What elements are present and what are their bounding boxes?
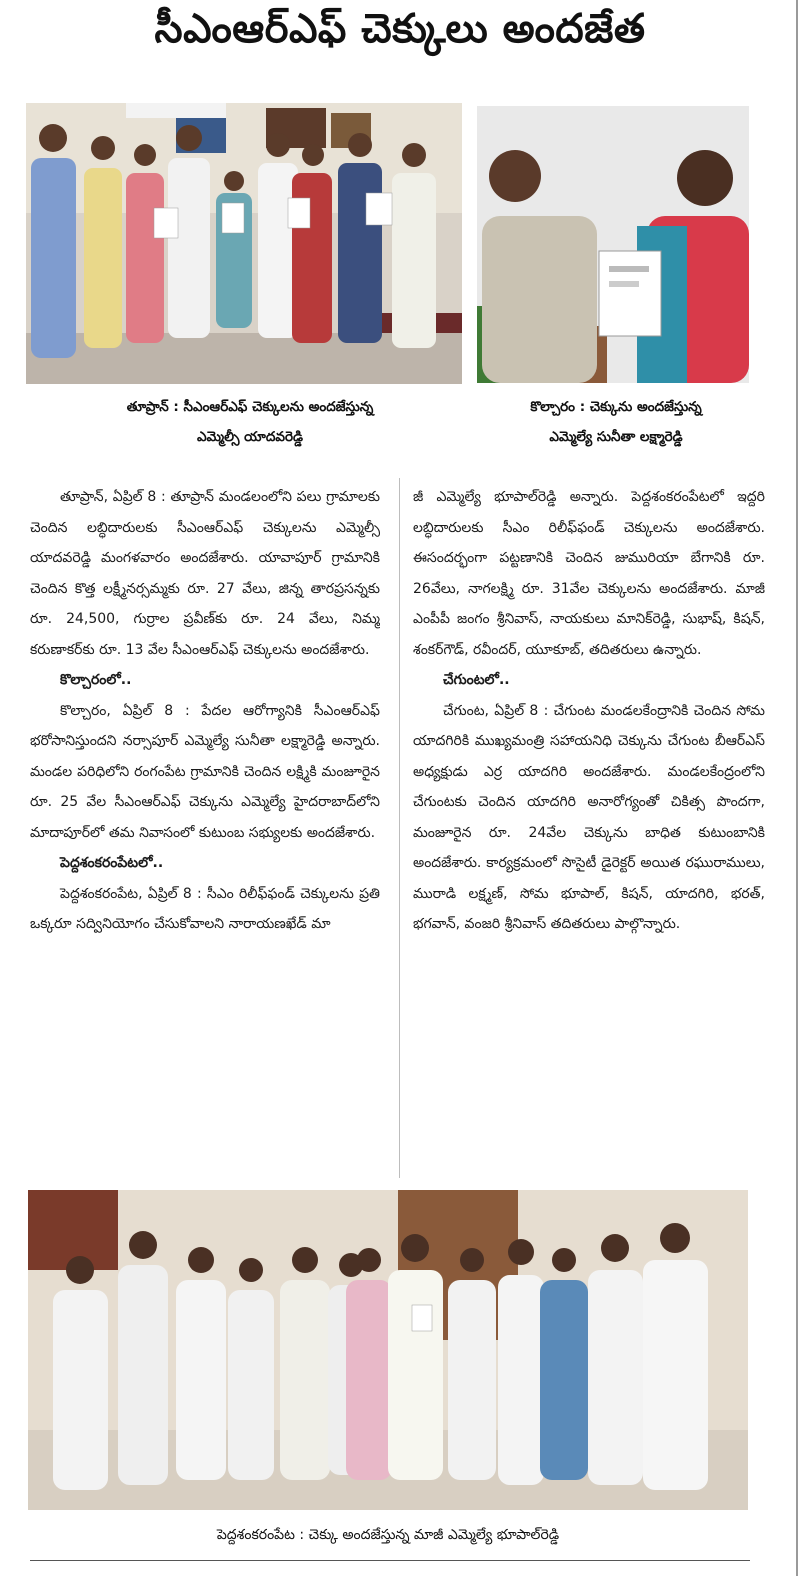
paragraph-kolcharam: కొల్చారం, ఏప్రిల్ 8 : పేదల ఆరోగ్యానికి సీఎంఆర్ఎఫ్ భరోసానిస్తుందని నర్సాపూర్ ఎమ్మెల్యే సునీతా లక్ష్మారెడ్డి అన్నారు. మండల పరిధిలోని రంగంపేట గ్రామానికి చెందిన లక్ష్మికి మంజూరైన రూ. 25 వేల సీఎంఆర్ఎఫ్ చెక్కును ఎమ్మెల్యే హైదరాబాద్‌లోని మాదాపూర్‌లో తమ నివాసంలో కుటుంబ సభ్యులకు అందజేశారు. <box>30 702 380 841</box>
caption-peddashankarampet: పెద్దశంకరంపేట : చెక్కు అందజేస్తున్న మాజీ ఎమ్మెల్యే భూపాల్‌రెడ్డి <box>216 1527 560 1543</box>
caption-kolcharam <box>480 392 752 452</box>
bottom-rule <box>30 1560 750 1561</box>
page-border <box>796 0 798 1576</box>
subheading-peddashankarampet: పెద్దశంకరంపేటలో.. <box>60 855 164 871</box>
subheading-kolcharam: కొల్చారంలో.. <box>60 672 132 688</box>
photo-kolcharam <box>477 106 749 383</box>
caption-tupran <box>60 392 440 452</box>
photo-tupran-group <box>26 103 462 384</box>
photo-peddashankarampet-group <box>28 1190 748 1510</box>
caption-line: ఎమ్మెల్యే సునీతా లక్ష్మారెడ్డి <box>549 429 683 445</box>
column-divider <box>399 478 400 1178</box>
paragraph-peddashankarampet-cont: జీ ఎమ్మెల్యే భూపాల్‌రెడ్డి అన్నారు. పెద్దశంకరంపేటలో ఇద్దరి లబ్ధిదారులకు సీఎం రిలీఫ్‌ఫండ్ చెక్కులను అందజేశారు. ఈసందర్భంగా పట్టణానికి చెందిన జుమురియా బేగానికి రూ. 26వేలు, నాగలక్ష్మి రూ. 31వేల చెక్కులను అందజేశారు. మాజీ ఎంపీపీ జంగం శ్రీనివాస్, నాయకులు మానిక్‌రెడ్డి, సుభాష్, కిషన్, శంకర్‌గౌడ్, రవీందర్, యూకూబ్, తదితరులు ఉన్నారు. <box>413 489 765 658</box>
caption-line: ఎమ్మెల్సీ యాదవరెడ్డి <box>197 429 303 445</box>
paragraph-tupran: తూప్రాన్, ఏప్రిల్ 8 : తూప్రాన్ మండలంలోని పలు గ్రామాలకు చెందిన లబ్ధిదారులకు సీఎంఆర్ఎఫ్ చెక్కులను ఎమ్మెల్సీ యాదవరెడ్డి మంగళవారం అందజేశారు. యావాపూర్ గ్రామానికి చెందిన కొత్త లక్ష్మీనర్సమ్మకు రూ. 27 వేలు, జిన్న తారప్రసన్నకు రూ. 24,500, గుర్రాల ప్రవీణ్‌కు రూ. 24 వేలు, నిమ్మ కరుణాకర్‌కు రూ. 13 వేల సీఎంఆర్ఎఫ్ చెక్కులను అందజేశారు. <box>30 489 380 658</box>
headline: సీఎంఆర్ఎఫ్ చెక్కులు అందజేత <box>154 6 646 52</box>
caption-line: కొల్చారం : చెక్కును అందజేస్తున్న <box>530 399 702 415</box>
paragraph-peddashankarampet: పెద్దశంకరంపేట, ఏప్రిల్ 8 : సీఎం రిలీఫ్‌ఫండ్ చెక్కులను ప్రతి ఒక్కరూ సద్వినియోగం చేసుకోవాలని నారాయణఖేడ్ మా <box>30 885 380 932</box>
caption-line: తూప్రాన్ : సీఎంఆర్ఎఫ్ చెక్కులను అందజేస్తున్న <box>126 399 374 415</box>
article-left-column <box>30 482 380 1182</box>
article-right-column <box>413 482 765 1182</box>
subheading-chegunta: చేగుంటలో.. <box>443 672 510 688</box>
paragraph-chegunta: చేగుంట, ఏప్రిల్ 8 : చేగుంట మండలకేంద్రానికి చెందిన సోమ యాదగిరికి ముఖ్యమంత్రి సహాయనిధి చెక్కును చేగుంట బీఆర్ఎస్ అధ్యక్షుడు ఎర్ర యాదగిరి అందజేశారు. మండలకేంద్రంలోని చేగుంటకు చెందిన యాదగిరి అనారోగ్యంతో చికిత్స పొందగా, మంజూరైన రూ. 24వేల చెక్కును బాధిత కుటుంబానికి అందజేశారు. కార్యక్రమంలో సొసైటీ డైరెక్టర్ అయిత రఘురాములు, మురాడి లక్ష్మణ్, సోమ భూపాల్, కిషన్, యాదగిరి, భరత్, భగవాన్, వంజరి శ్రీనివాస్ తదితరులు పాల్గొన్నారు. <box>413 702 765 932</box>
